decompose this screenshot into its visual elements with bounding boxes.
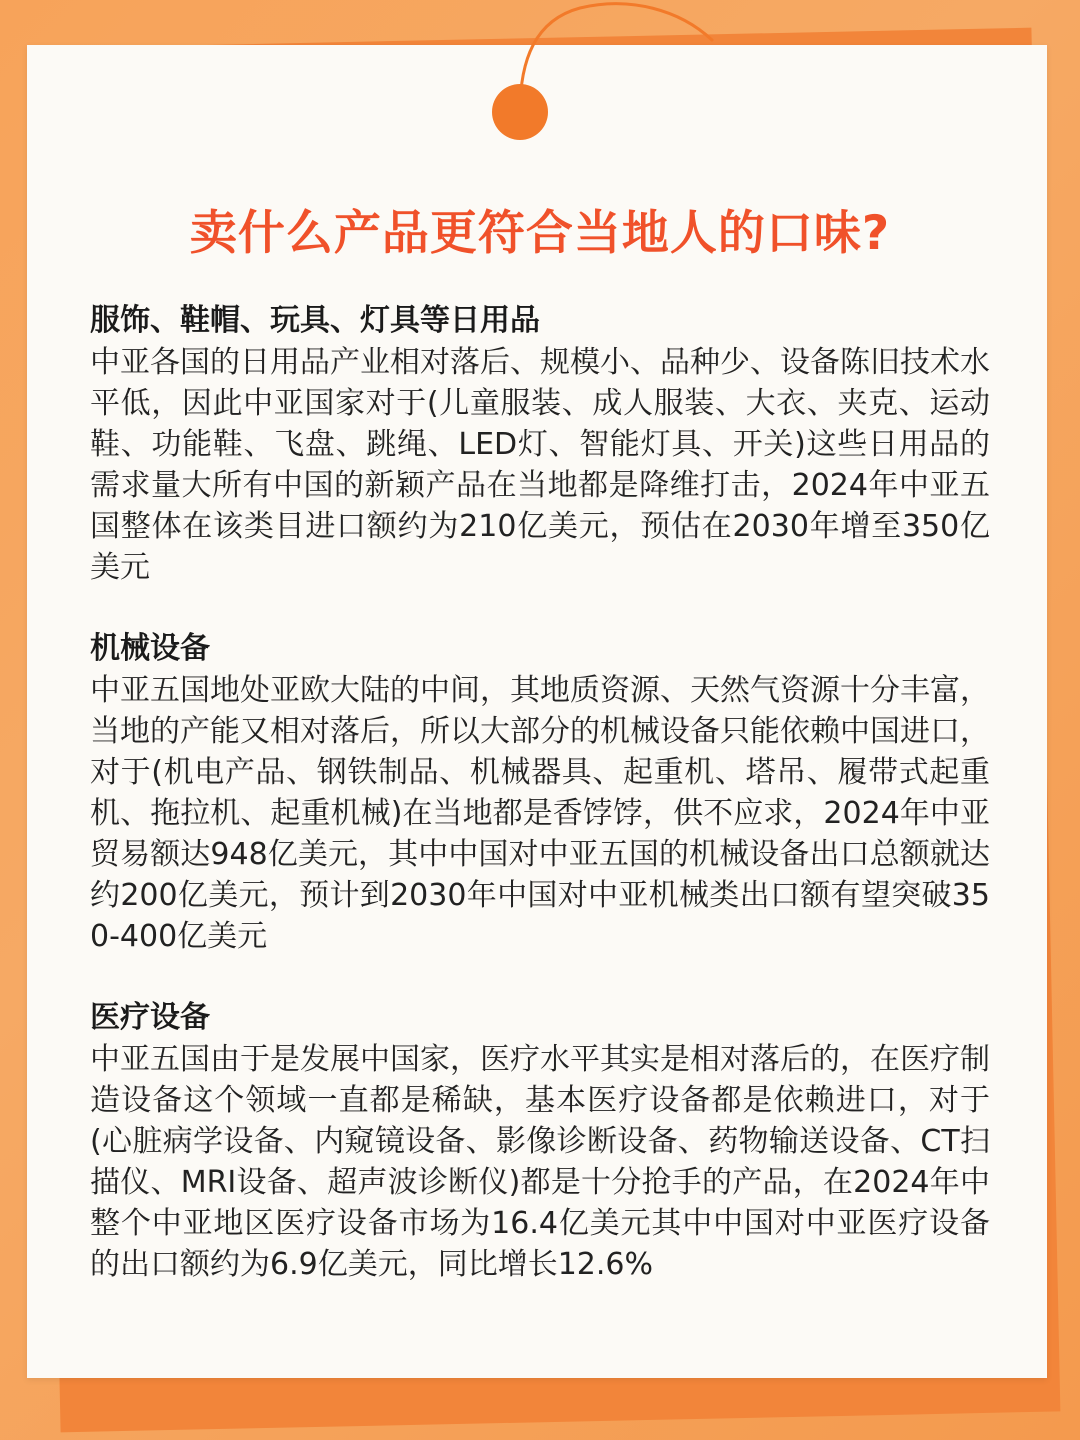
section-body: 中亚五国由于是发展中国家，医疗水平其实是相对落后的，在医疗制造设备这个领域一直都是稀缺，基本医疗设备都是依赖进口，对于(心脏病学设备、内窥镜设备、影像诊断设备、药物输送设备、CT扫描仪、MRI设备、超声波诊断仪)都是十分抢手的产品，在2024年中整个中亚地区医疗设备市场为16.4亿美元其中中国对中亚医疗设备的出口额约为6.9亿美元，同比增长12.6% [90, 1042, 990, 1282]
pin-icon [492, 84, 548, 140]
section-body: 中亚五国地处亚欧大陆的中间，其地质资源、天然气资源十分丰富，当地的产能又相对落后，所以大部分的机械设备只能依赖中国进口，对于(机电产品、钢铁制品、机械器具、起重机、塔吊、履带式起重机、拖拉机、起重机械)在当地都是香饽饽，供不应求，2024年中亚贸易额达948亿美元，其中中国对中亚五国的机械设备出口总额就达约200亿美元，预计到2030年中国对中亚机械类出口额有望突破350-400亿美元 [90, 673, 990, 954]
section-medical [90, 997, 990, 1285]
page-title: 卖什么产品更符合当地人的口味? [189, 206, 891, 261]
section-heading: 机械设备 [90, 631, 210, 666]
section-heading: 服饰、鞋帽、玩具、灯具等日用品 [90, 303, 540, 338]
article-content [90, 300, 990, 1325]
section-heading: 医疗设备 [90, 1000, 210, 1035]
section-machinery [90, 628, 990, 957]
section-body: 中亚各国的日用品产业相对落后、规模小、品种少、设备陈旧技术水平低，因此中亚国家对于(儿童服装、成人服装、大衣、夹克、运动鞋、功能鞋、飞盘、跳绳、LED灯、智能灯具、开关)这些日用品的需求量大所有中国的新颖产品在当地都是降维打击，2024年中亚五国整体在该类目进口额约为210亿美元，预估在2030年增至350亿美元 [90, 345, 990, 585]
section-daily-goods [90, 300, 990, 588]
